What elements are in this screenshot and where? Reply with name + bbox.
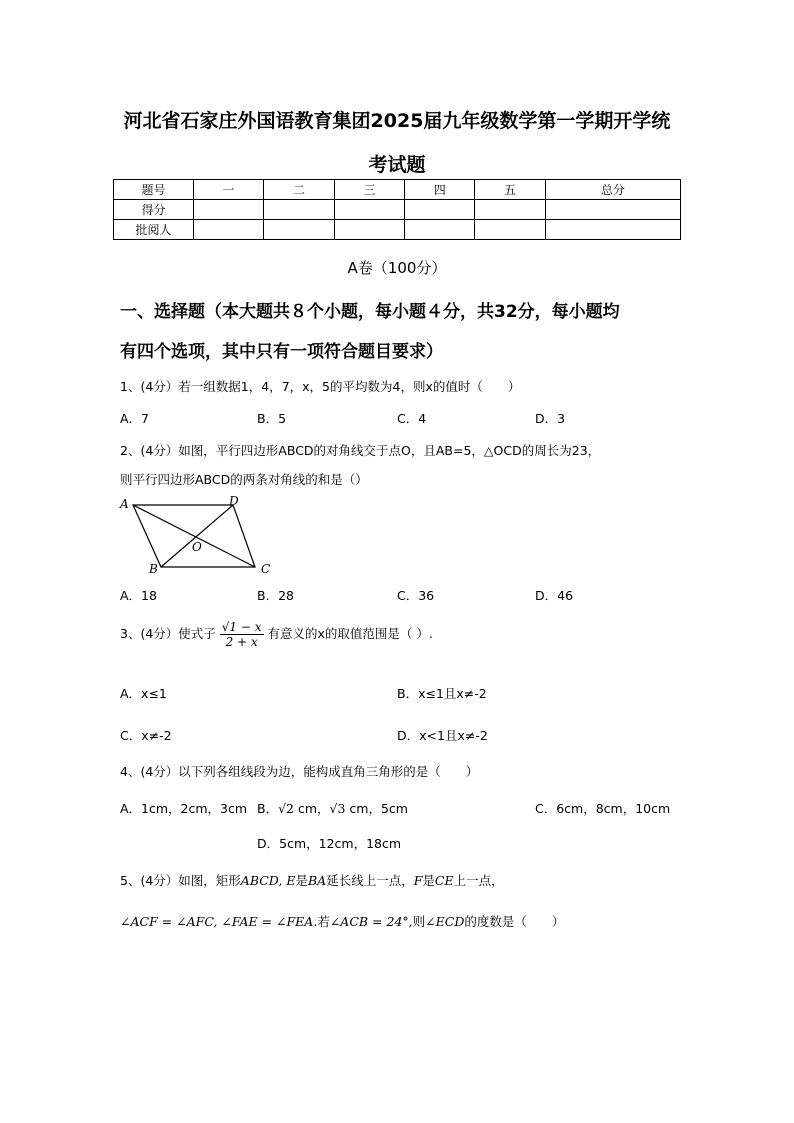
q5-math: ABCD, E	[240, 873, 296, 888]
score-cell	[545, 220, 680, 240]
score-cell	[475, 200, 545, 220]
score-row-label: 批阅人	[114, 220, 194, 240]
q2-option-a: A．18	[120, 588, 157, 603]
question-5-line2	[120, 912, 564, 930]
score-table	[113, 179, 681, 240]
q4-option-b-label: B．	[257, 801, 279, 816]
q5-math: F	[413, 873, 423, 888]
q4-option-b-root2: √2	[278, 801, 294, 816]
q5-text: 是	[295, 873, 308, 888]
vertex-label-d: D	[229, 494, 239, 508]
q5-math: ∠ACB = 24°,	[329, 914, 413, 929]
score-cell	[405, 220, 475, 240]
score-header-cell: 题号	[114, 180, 194, 200]
score-table-row	[114, 200, 681, 220]
q1-option-a: A．7	[120, 411, 150, 426]
score-table-row	[114, 220, 681, 240]
q5-text: 则	[412, 914, 426, 929]
q4-option-c: C．6cm，8cm，10cm	[535, 801, 671, 816]
q3-suffix: 有意义的x的取值范围是（ ）.	[267, 626, 433, 641]
score-header-cell: 三	[334, 180, 404, 200]
score-cell	[264, 220, 334, 240]
q5-math: BA	[307, 873, 327, 888]
question-4-text: 4、(4分）以下列各组线段为边，能构成直角三角形的是（ ）	[120, 764, 479, 779]
score-cell	[475, 220, 545, 240]
q5-text: 若	[317, 914, 330, 929]
q4-option-d: D．5cm，12cm，18cm	[257, 836, 402, 851]
score-cell	[334, 220, 404, 240]
q3-fraction-numerator: √1 − x	[221, 620, 262, 634]
q3-prefix: 3、(4分）使式子	[120, 626, 216, 641]
question-2-line1: 2、(4分）如图，平行四边形ABCD的对角线交于点O，且AB=5，△OCD的周长为23，	[120, 443, 601, 458]
q2-option-c: C．36	[397, 588, 435, 603]
score-cell	[545, 200, 680, 220]
vertex-label-c: C	[261, 562, 271, 575]
score-table-header-row	[114, 180, 681, 200]
section-heading-line2: 有四个选项，其中只有一项符合题目要求）	[120, 342, 443, 362]
q5-text: 的度数是（ ）	[464, 914, 565, 929]
score-row-label: 得分	[114, 200, 194, 220]
score-cell	[194, 200, 264, 220]
q5-math: ∠ECD	[425, 914, 465, 929]
diagonal-bd	[161, 505, 233, 567]
exam-title-line1: 河北省石家庄外国语教育集团2025届九年级数学第一学期开学统	[123, 110, 671, 132]
q5-math: CE	[434, 873, 454, 888]
score-cell	[334, 200, 404, 220]
score-header-cell: 五	[475, 180, 545, 200]
score-header-cell: 总分	[545, 180, 680, 200]
vertex-label-b: B	[149, 562, 158, 575]
q3-fraction-denominator: 2 + x	[225, 635, 258, 649]
score-cell	[264, 200, 334, 220]
q5-text: 延长线上一点，	[326, 873, 414, 888]
q3-option-c: C．x≠-2	[120, 728, 172, 743]
q3-option-a: A．x≤1	[120, 686, 167, 701]
q1-option-b: B．5	[257, 411, 287, 426]
score-header-cell: 一	[194, 180, 264, 200]
q2-option-d: D．46	[535, 588, 574, 603]
q4-option-a: A．1cm，2cm，3cm	[120, 801, 248, 816]
q5-text: 5、(4分）如图，矩形	[120, 873, 241, 888]
q4-option-b-mid: cm，	[294, 801, 330, 816]
q2-option-b: B．28	[257, 588, 294, 603]
score-header-cell: 四	[405, 180, 475, 200]
parallelogram-figure	[115, 493, 285, 575]
question-3	[120, 620, 433, 649]
q5-text: 上一点，	[453, 873, 504, 888]
q4-option-b	[257, 799, 408, 817]
score-cell	[194, 220, 264, 240]
q3-option-d: D．x<1且x≠-2	[397, 728, 488, 743]
volume-heading: A卷（100分）	[347, 259, 447, 277]
q1-option-d: D．3	[535, 411, 566, 426]
score-header-cell: 二	[264, 180, 334, 200]
q4-option-b-end: cm，5cm	[345, 801, 408, 816]
q1-option-c: C．4	[397, 411, 427, 426]
score-cell	[405, 200, 475, 220]
q5-math: ∠ACF = ∠AFC, ∠FAE = ∠FEA.	[120, 914, 318, 929]
question-5-line1	[120, 871, 504, 889]
exam-title-line2: 考试题	[368, 154, 426, 176]
q5-text: 是	[422, 873, 435, 888]
q3-fraction	[220, 620, 264, 649]
section-heading-line1: 一、选择题（本大题共８个小题，每小题４分，共32分，每小题均	[120, 302, 620, 322]
q4-option-b-root3: √3	[329, 801, 346, 816]
question-1-text: 1、(4分）若一组数据1，4，7，x，5的平均数为4，则x的值时（ ）	[120, 379, 521, 394]
vertex-label-a: A	[120, 497, 129, 511]
center-label-o: O	[192, 540, 202, 554]
q3-option-b: B．x≤1且x≠-2	[397, 686, 487, 701]
question-2-line2: 则平行四边形ABCD的两条对角线的和是（）	[120, 472, 368, 487]
